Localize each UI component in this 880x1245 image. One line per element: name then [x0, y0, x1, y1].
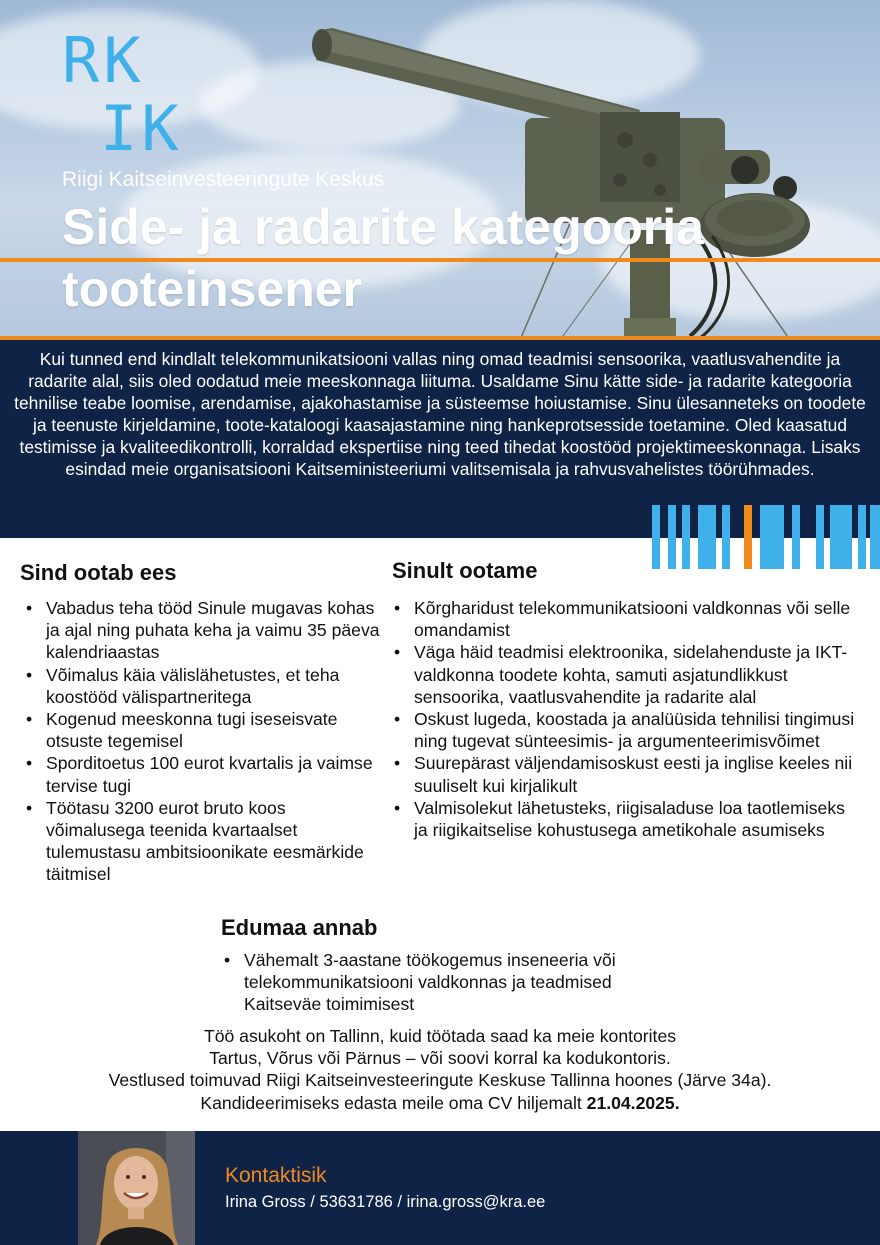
deadline-date: 21.04.2025. [586, 1092, 680, 1113]
list-item: • Valmisolekut lähetusteks, riigisaladuse loa taotlemiseks ja riigikaitselise kohustusega ametikohale asumiseks [388, 797, 858, 841]
info-line: Vestlused toimuvad Riigi Kaitseinvesteeringute Keskuse Tallinna hoones (Järve 34a). [108, 1070, 772, 1091]
advantage-list [218, 949, 678, 1016]
bar [760, 505, 784, 569]
contact-footer [0, 1131, 880, 1245]
list-item: • Kõrgharidust telekommunikatsiooni valdkonnas või selle omandamist [388, 597, 858, 641]
requirements-list [388, 597, 858, 841]
requirements-heading: Sinult ootame [392, 558, 538, 583]
list-item: • Vähemalt 3-aastane töökogemus inseneeria või telekommunikatsiooni valdkonnas ja teadmised Kaitseväe toimimisest [218, 949, 678, 1016]
intro-text: Kui tunned end kindlalt telekommunikatsiooni vallas ning omad teadmisi sensoorika, vaatlusvahendite ja radarite alal, siis oled oodatud meie meeskonnaga liituma. Usaldame Sinu kätte side- ja radarite kategooria tehnilise teabe loomise, arendamise, ajakohastamise ja süsteemse hoiustamise. Sinu ülesanneteks on toodete ja teenuste kirjeldamine, toote-kataloogi kaasajastamine ning hankeprotsesside toetamine. Oled kaasatud testimisse ja kvaliteedikontrolli, korraldad ekspertiise ning teed tihedat koostööd projektimeeskonnaga. Lisaks esindad meie organisatsiooni Kaitseministeeriumi valitsemisala ja rahvusvahelistes töörühmades. [14, 349, 866, 480]
info-line: Töö asukoht on Tallinn, kuid töötada saad ka meie kontorites [203, 1026, 677, 1046]
bar [698, 505, 716, 569]
list-item: • Oskust lugeda, koostada ja analüüsida tehnilisi tingimusi ning tugevat sünteesimis- ja argumenteerimisvõimet [388, 708, 858, 752]
info-line: Tartus, Võrus või Pärnus – või soovi korral ka kodukontoris. [209, 1048, 671, 1069]
bar [668, 505, 676, 569]
list-item: • Kogenud meeskonna tugi iseseisvate otsuste tegemisel [20, 708, 380, 752]
list-item: • Töötasu 3200 eurot bruto koos võimalusega teenida kvartaalset tulemustasu ambitsioonikate eesmärkide täitmisel [20, 797, 380, 886]
location-info [0, 1025, 880, 1114]
bar [870, 505, 880, 569]
logo-text-ik: IK [100, 92, 183, 165]
contact-details: Irina Gross / 53631786 / irina.gross@kra.ee [225, 1193, 546, 1211]
bar [816, 505, 824, 569]
decorative-barcode [652, 505, 880, 569]
bar [744, 505, 752, 569]
bar [722, 505, 730, 569]
bar [792, 505, 800, 569]
offer-list [20, 597, 380, 886]
hero-banner [0, 0, 880, 340]
title-line-1: Side- ja radarite kategooria [62, 199, 704, 255]
list-item: • Suurepärast väljendamisoskust eesti ja inglise keeles nii suuliselt kui kirjalikult [388, 752, 858, 796]
bar [652, 505, 660, 569]
bar [682, 505, 690, 569]
offer-heading: Sind ootab ees [20, 560, 177, 585]
list-item: • Vabadus teha tööd Sinule mugavas kohas ja ajal ning puhata keha ja vaimu 35 päeva kalendriaastas [20, 597, 380, 664]
logo-text-rk: RK [62, 24, 145, 97]
page-title [62, 196, 822, 320]
advantage-heading: Edumaa annab [221, 915, 378, 940]
list-item: • Võimalus käia välislähetustes, et teha koostööd välispartneritega [20, 664, 380, 708]
list-item: • Sporditoetus 100 eurot kvartalis ja vaimse tervise tugi [20, 752, 380, 796]
title-line-2: tooteinsener [62, 261, 363, 317]
info-line [0, 1092, 880, 1114]
rkik-logo [62, 24, 202, 165]
list-item: • Väga häid teadmisi elektroonika, sidelahenduste ja IKT-valdkonna toodete kohta, samuti asjatundlikkust sensoorika, vaatlusvahendite ja radarite alal [388, 641, 858, 708]
deadline-text: Kandideerimiseks edasta meile oma CV hiljemalt [200, 1092, 587, 1113]
contact-photo [78, 1131, 195, 1245]
contact-heading: Kontaktisik [225, 1164, 327, 1187]
person-avatar [78, 1131, 195, 1245]
organization-name: Riigi Kaitseinvesteeringute Keskus [62, 168, 385, 191]
bar [830, 505, 852, 569]
bar [858, 505, 866, 569]
